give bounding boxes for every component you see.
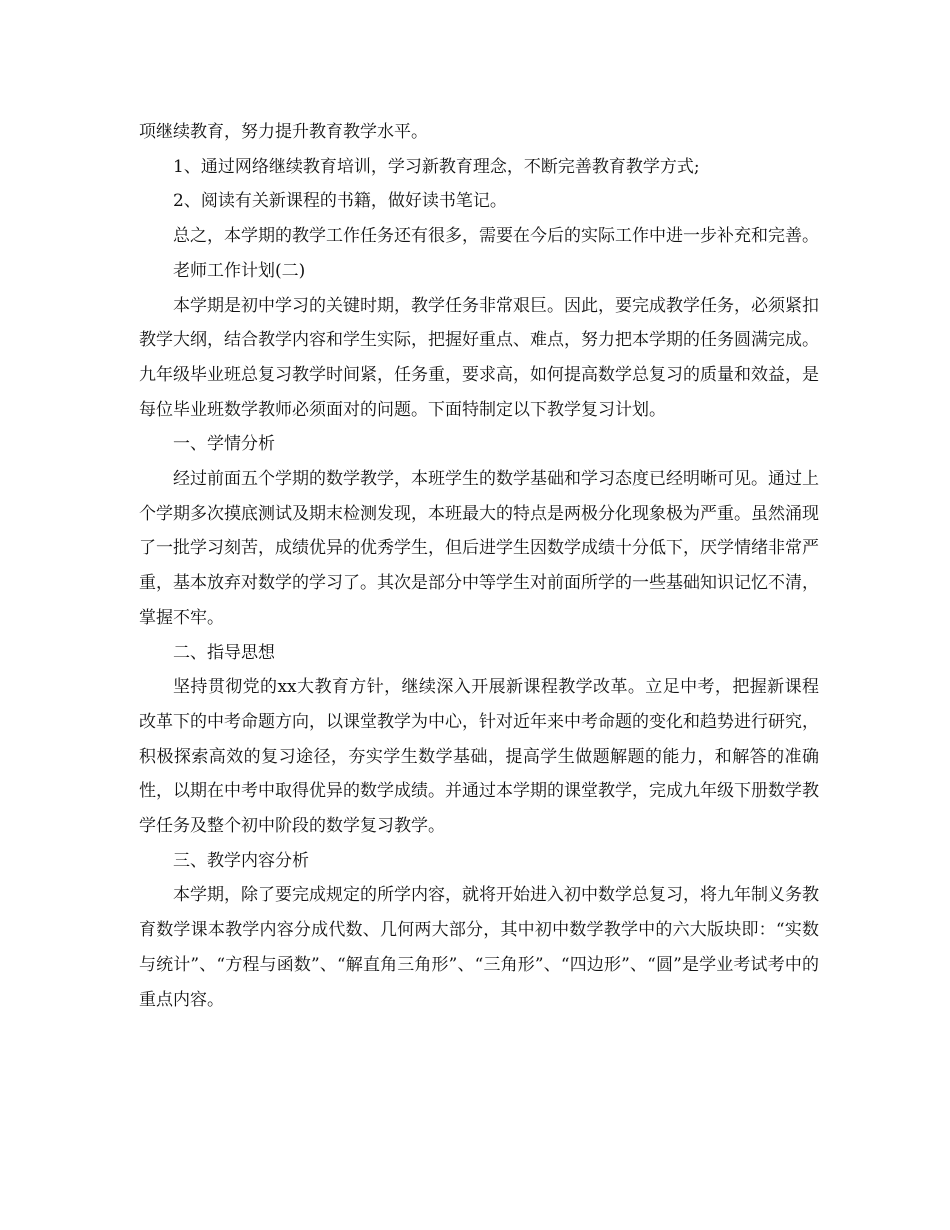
heading-content-analysis: 三、教学内容分析	[173, 850, 309, 871]
paragraph-intro: 本学期是初中学习的关键时期，教学任务非常艰巨。因此，要完成教学任务，必须紧扣教学大纲，结合教学内容和学生实际，把握好重点、难点，努力把本学期的任务圆满完成。九年级毕业班总复习教学时间紧，任务重，要求高，如何提高数学总复习的质量和效益，是每位毕业班数学教师必须面对的问题。下面特制定以下教学复习计划。	[139, 295, 819, 420]
document-body	[139, 115, 819, 1017]
paragraph-content-analysis: 本学期，除了要完成规定的所学内容，就将开始进入初中数学总复习，将九年制义务教育数学课本教学内容分成代数、几何两大部分，其中初中数学教学中的六大版块即：“实数与统计”、“方程与函数”、“解直角三角形”、“三角形”、“四边形”、“圆”是学业考试考中的重点内容。	[139, 885, 819, 1010]
list-item-reading: 2、阅读有关新课程的书籍，做好读书笔记。	[173, 191, 507, 212]
heading-guiding-ideology: 二、指导思想	[173, 642, 275, 663]
heading-student-analysis: 一、学情分析	[173, 434, 275, 455]
section-title-plan-two: 老师工作计划(二)	[173, 260, 306, 281]
paragraph-student-analysis: 经过前面五个学期的数学教学，本班学生的数学基础和学习态度已经明晰可见。通过上个学期多次摸底测试及期末检测发现，本班最大的特点是两极分化现象极为严重。虽然涌现了一批学习刻苦，成绩优异的优秀学生，但后进学生因数学成绩十分低下，厌学情绪非常严重，基本放弃对数学的学习了。其次是部分中等学生对前面所学的一些基础知识记忆不清，掌握不牢。	[139, 469, 819, 628]
paragraph-guiding-ideology: 坚持贯彻党的xx大教育方针，继续深入开展新课程教学改革。立足中考，把握新课程改革下的中考命题方向，以课堂教学为中心，针对近年来中考命题的变化和趋势进行研究，积极探索高效的复习途径，夯实学生数学基础，提高学生做题解题的能力，和解答的准确性，以期在中考中取得优异的数学成绩。并通过本学期的课堂教学，完成九年级下册数学教学任务及整个初中阶段的数学复习教学。	[139, 677, 819, 837]
paragraph-continuation: 项继续教育，努力提升教育教学水平。	[139, 122, 428, 142]
paragraph-summary: 总之，本学期的教学工作任务还有很多，需要在今后的实际工作中进一步补充和完善。	[173, 226, 819, 247]
list-item-training: 1、通过网络继续教育培训，学习新教育理念，不断完善教育教学方式;	[173, 156, 700, 177]
